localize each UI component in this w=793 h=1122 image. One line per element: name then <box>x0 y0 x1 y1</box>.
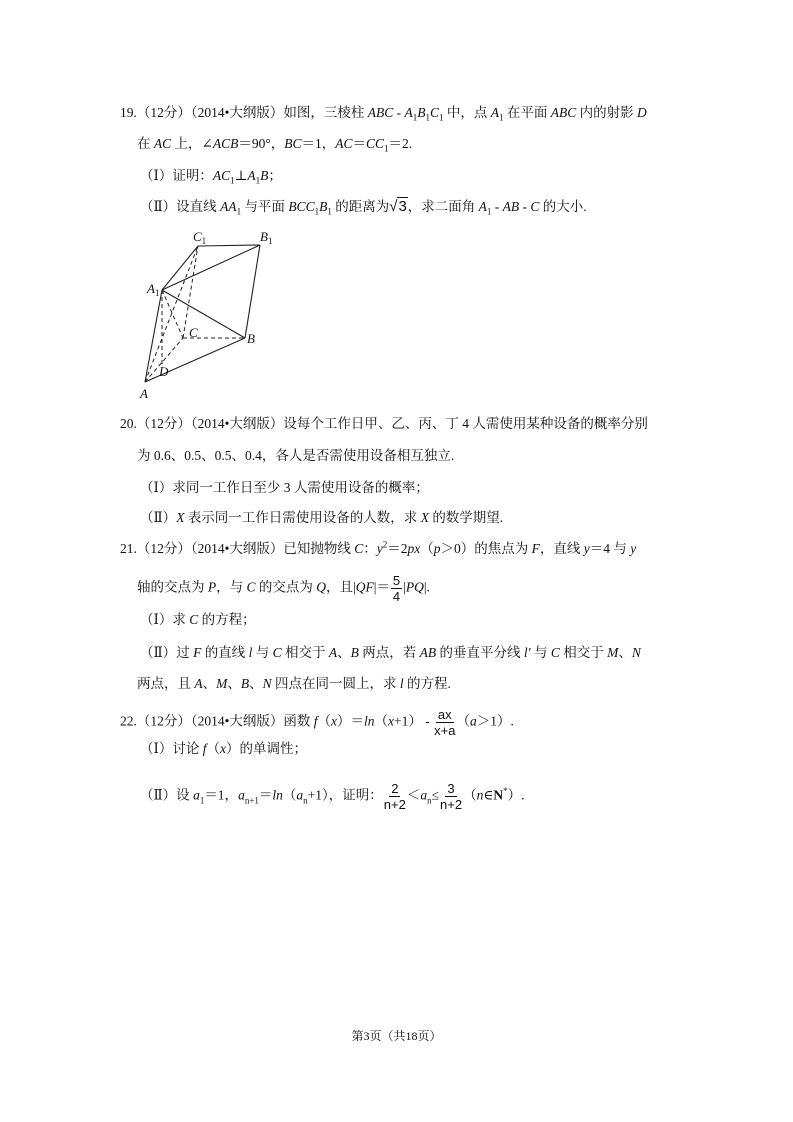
math-var: F <box>193 645 202 660</box>
label-C: C <box>189 325 198 340</box>
label-D: D <box>159 364 169 379</box>
q21-part1 <box>140 611 256 629</box>
text-run: 为 0.6、0.5、0.5、0.4，各人是否需使用设备相互独立. <box>137 448 455 463</box>
denominator: n+2 <box>440 797 463 812</box>
edge-A1B <box>162 290 245 338</box>
edge-A1C <box>162 290 183 338</box>
text-run: ＝1， <box>301 136 336 151</box>
text-run: ＞1）. <box>476 713 514 729</box>
q21-part2 <box>140 644 641 662</box>
subscript: 1 <box>314 206 320 217</box>
math-var: X <box>176 510 185 525</box>
text-run: 22.（12分）（2014•大纲版）函数 <box>120 713 314 729</box>
math-var: X <box>420 510 429 525</box>
text-run: ＝4 与 <box>589 541 631 556</box>
text-run: （ <box>463 787 477 803</box>
radicand: 3 <box>398 198 407 215</box>
text-run: 与 <box>530 645 551 660</box>
edge-A1B1 <box>162 245 260 290</box>
math-var: B <box>319 199 328 214</box>
text-run: （ <box>420 541 434 556</box>
text-run: ＜ <box>406 787 421 803</box>
text-run: 与 <box>252 645 273 660</box>
text-run: ＝90°， <box>238 136 285 151</box>
label-B1: $B_1$ <box>260 229 273 246</box>
math-var: CC <box>366 136 385 151</box>
subscript: 1 <box>486 206 492 217</box>
text-run: 的垂直平分线 <box>436 645 524 660</box>
text-run: |＝ <box>373 579 390 595</box>
edge-C1B1 <box>198 245 260 246</box>
text-run: 表示同一工作日需使用设备的人数，求 <box>184 510 421 525</box>
label-A1: $A_1$ <box>147 281 160 298</box>
text-run: 两点，若 <box>358 645 420 660</box>
text-run: ＝2. <box>388 136 413 151</box>
math-var: y <box>630 541 637 556</box>
q20-line2 <box>137 447 454 465</box>
prism-figure <box>0 0 793 420</box>
math-var: N <box>631 645 641 660</box>
text-run: （Ⅱ）设直线 <box>140 199 221 214</box>
math-var: B <box>240 676 250 691</box>
label-B: B <box>247 331 255 346</box>
text-run: 的方程. <box>403 676 451 691</box>
math-var: C <box>354 541 364 556</box>
math-var: A <box>328 645 338 660</box>
math-var: A <box>194 676 203 691</box>
math-var: a <box>296 787 304 803</box>
text-run: ）＝ <box>337 713 364 729</box>
math-var: P <box>207 579 217 595</box>
math-var: y <box>583 541 590 556</box>
text-run: ＝1， <box>204 787 239 803</box>
text-run: 的距离为 <box>331 199 390 214</box>
text-run: ，且| <box>326 579 356 595</box>
math-var: C <box>530 199 540 214</box>
text-run: ＝2 <box>387 541 408 556</box>
math-var: px <box>407 541 421 556</box>
subscript: 1 <box>412 112 418 123</box>
math-var: BC <box>284 136 302 151</box>
math-var: BCC <box>288 199 315 214</box>
text-run: 的大小. <box>539 199 587 214</box>
text-run: ，直线 <box>539 541 584 556</box>
text-run: 两点，且 <box>137 676 195 691</box>
q21-line1 <box>120 540 636 558</box>
subscript: 1 <box>425 112 430 123</box>
text-run: ⊥ <box>234 168 248 183</box>
text-run: ）的单调性； <box>225 741 307 756</box>
q21-line2 <box>137 573 430 604</box>
text-run: （Ⅰ）讨论 <box>140 741 203 756</box>
text-run: 轴的交点为 <box>137 579 208 595</box>
math-var: l <box>248 645 253 660</box>
fraction <box>384 781 406 812</box>
text-run: ）. <box>507 787 525 803</box>
text-run: ： <box>363 541 377 556</box>
subscript: 1 <box>327 206 332 217</box>
text-run: ＞0）的焦点为 <box>440 541 532 556</box>
text-run: （Ⅱ）设 <box>140 787 194 803</box>
edge-B1B <box>245 245 260 338</box>
subscript: 1 <box>255 175 261 186</box>
q20-part1 <box>140 479 429 497</box>
text-run: - <box>393 105 405 120</box>
math-var: l <box>399 676 404 691</box>
math-var: ln <box>272 787 283 803</box>
text-run: （Ⅱ） <box>140 510 177 525</box>
text-run: 的交点为 <box>255 579 317 595</box>
text-run: （ <box>374 713 389 729</box>
math-var: Q <box>316 579 327 595</box>
math-var: ACB <box>212 136 239 151</box>
subscript: 1 <box>499 112 504 123</box>
math-var: f <box>202 741 207 756</box>
text-run: （Ⅱ）过 <box>140 645 194 660</box>
text-run: 在平面 <box>503 105 551 120</box>
fraction <box>391 573 402 604</box>
text-run: 19.（12分）（2014•大纲版）如图，三棱柱 <box>120 105 368 120</box>
text-run: 20.（12分）（2014•大纲版）设每个工作日甲、乙、丙、丁 4 人需使用某种设备的概率分别 <box>120 416 648 431</box>
text-run: 、 <box>249 676 263 691</box>
page-footer: 第3页（共18页） <box>351 1029 442 1043</box>
text-run: 与平面 <box>241 199 289 214</box>
text-run: - <box>519 199 531 214</box>
text-run: 上，∠ <box>171 136 213 151</box>
math-var: ln <box>364 713 375 729</box>
text-run: （ <box>317 713 331 729</box>
math-var: F <box>531 541 540 556</box>
radical-sign-icon: √ <box>389 198 398 215</box>
math-var: D <box>637 105 647 120</box>
superscript: * <box>503 786 508 797</box>
text-run: 的数学期望. <box>428 510 504 525</box>
q21-line5 <box>137 675 451 693</box>
numerator: 2 <box>391 781 399 796</box>
math-var: QF <box>355 579 374 595</box>
subscript: n <box>427 795 432 806</box>
math-var: y <box>376 541 383 556</box>
q22-part2 <box>140 781 524 812</box>
math-var: A <box>478 199 487 214</box>
text-run: 的直线 <box>201 645 249 660</box>
math-var: C <box>189 612 199 627</box>
subscript: 1 <box>230 175 235 186</box>
math-var: B <box>350 645 359 660</box>
text-run: 、 <box>618 645 632 660</box>
text-run: 在 <box>137 136 154 151</box>
text-run: 21.（12分）（2014•大纲版）已知抛物线 <box>120 541 355 556</box>
math-var: AB <box>419 645 437 660</box>
denominator: n+2 <box>383 797 406 812</box>
math-var: AB <box>502 199 520 214</box>
text-run: 相交于 <box>281 645 329 660</box>
label-C1: $C_1$ <box>193 229 207 246</box>
denominator: x+a <box>434 723 456 738</box>
text-run: 内的射影 <box>576 105 637 120</box>
text-run: （Ⅰ）求 <box>140 612 190 627</box>
math-var: a <box>238 787 245 803</box>
math-var: B <box>417 105 426 120</box>
math-var: a <box>420 787 428 803</box>
text-run: （ <box>456 713 470 729</box>
math-var: AA <box>220 199 237 214</box>
text-run: 、 <box>227 676 241 691</box>
text-run: 中，点 <box>443 105 491 120</box>
edge-A1C1 <box>162 246 198 290</box>
text-run: （Ⅰ）求同一工作日至少 3 人需使用设备的概率； <box>140 480 429 495</box>
numerator: ax <box>437 707 452 722</box>
math-var: C <box>272 645 282 660</box>
text-run: ； <box>268 168 282 183</box>
text-run: ＝ <box>258 787 273 803</box>
text-run: 、 <box>202 676 217 691</box>
text-run: 的方程； <box>198 612 256 627</box>
text-run: ∈ <box>483 787 494 803</box>
superscript: 2 <box>382 539 388 550</box>
math-var: A <box>490 105 499 120</box>
text-run: ＝ <box>352 136 367 151</box>
subscript: 1 <box>199 795 205 806</box>
q22-line1 <box>120 707 514 738</box>
text-run: - <box>491 199 503 214</box>
math-var: A <box>247 168 256 183</box>
math-var: B <box>260 168 269 183</box>
text-run: ，求二面角 <box>407 199 479 214</box>
subscript: 1 <box>439 112 444 123</box>
text-run: +1） - <box>394 713 434 729</box>
math-var: ABC <box>550 105 577 120</box>
math-var: C <box>429 105 439 120</box>
subscript: n+1 <box>244 795 259 806</box>
math-var: PQ <box>405 579 424 595</box>
text-run: 相交于 <box>559 645 608 660</box>
math-var: ABC <box>367 105 394 120</box>
math-var: AC <box>153 136 172 151</box>
subscript: n <box>303 795 308 806</box>
math-var: x <box>388 713 395 729</box>
numerator: 5 <box>392 573 401 588</box>
numerator: 3 <box>447 781 455 796</box>
fraction <box>440 781 462 812</box>
math-var: a <box>469 713 477 729</box>
denominator: 4 <box>392 589 401 604</box>
q20-part2 <box>140 509 503 527</box>
fraction <box>434 707 455 738</box>
text-run: 、 <box>337 645 351 660</box>
math-var: A <box>404 105 413 120</box>
math-var: x <box>331 713 337 729</box>
text-run: | <box>403 579 406 595</box>
math-var: a <box>193 787 200 803</box>
subscript: 1 <box>384 143 389 154</box>
math-var: C <box>246 579 256 595</box>
math-var: M <box>607 645 619 660</box>
text-run: 四点在同一圆上，求 <box>271 676 400 691</box>
text-run: +1），证明： <box>307 787 383 803</box>
text-run: （ <box>282 787 297 803</box>
text-run: ，与 <box>216 579 247 595</box>
math-var: x <box>219 741 226 756</box>
math-var: N <box>262 676 272 691</box>
q22-part1 <box>140 740 307 758</box>
math-var: n <box>476 787 484 803</box>
text-run: |. <box>423 579 430 595</box>
math-var: AC <box>335 136 353 151</box>
math-var: p <box>433 541 441 556</box>
math-var: f <box>313 713 318 729</box>
text-run: ≤ <box>431 787 440 803</box>
text-run: （ <box>206 741 220 756</box>
text-run: （Ⅰ）证明： <box>140 168 213 183</box>
math-var: l′ <box>523 645 531 660</box>
label-A: A <box>140 386 148 401</box>
subscript: 1 <box>236 206 242 217</box>
math-set: N <box>493 787 504 803</box>
math-var: M <box>216 676 228 691</box>
math-var: C <box>550 645 560 660</box>
math-var: AC <box>212 168 231 183</box>
